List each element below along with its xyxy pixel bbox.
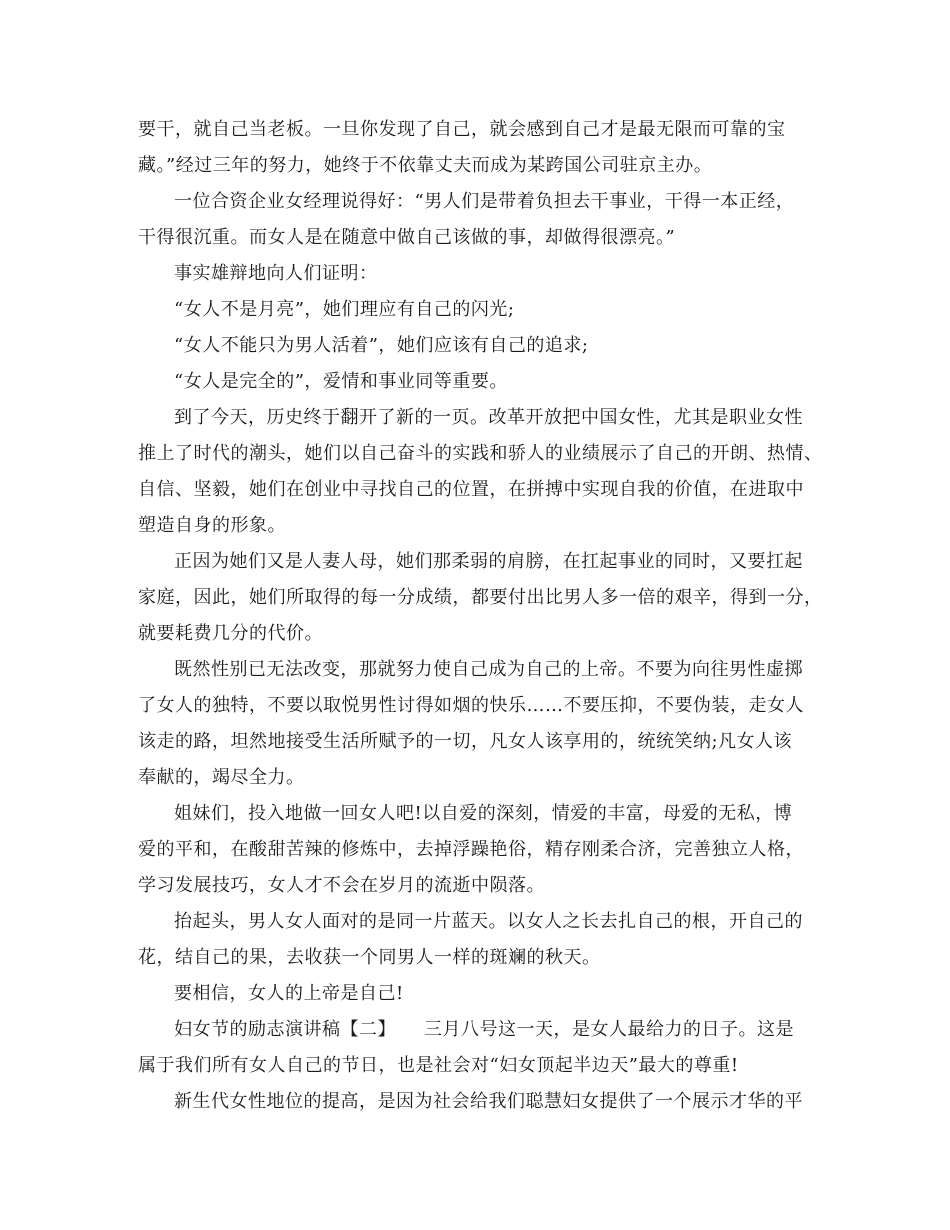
text-line: 藏。”经过三年的努力，她终于不依靠丈夫而成为某跨国公司驻京主办。	[138, 155, 713, 176]
text-line: 奉献的，竭尽全力。	[138, 767, 305, 788]
text-line: 要相信，女人的上帝是自己!	[174, 983, 404, 1004]
text-line: 一位合资企业女经理说得好：“男人们是带着负担去干事业，干得一本正经，	[174, 191, 795, 212]
text-line: 到了今天，历史终于翻开了新的一页。改革开放把中国女性，尤其是职业女性	[174, 407, 803, 428]
text-line: 既然性别已无法改变，那就努力使自己成为自己的上帝。不要为向往男性虚掷	[174, 659, 803, 680]
text-line: 干得很沉重。而女人是在随意中做自己该做的事，却做得很漂亮。”	[138, 227, 676, 248]
text-line: 姐妹们，投入地做一回女人吧!以自爱的深刻，情爱的丰富，母爱的无私，博	[174, 803, 793, 824]
text-line: “女人是完全的”，爱情和事业同等重要。	[174, 371, 508, 392]
text-line: 新生代女性地位的提高，是因为社会给我们聪慧妇女提供了一个展示才华的平	[174, 1091, 803, 1112]
text-line: 了女人的独特，不要以取悦男性讨得如烟的快乐……不要压抑，不要伪装，走女人	[138, 695, 804, 716]
text-line: 花，结自己的果，去收获一个同男人一样的斑斓的秋天。	[138, 947, 601, 968]
text-line: “女人不能只为男人活着”，她们应该有自己的追求;	[174, 335, 589, 356]
text-line: 要干，就自己当老板。一旦你发现了自己，就会感到自己才是最无限而可靠的宝	[138, 119, 786, 140]
text-line: 爱的平和，在酸甜苦辣的修炼中，去掉浮躁艳俗，精存刚柔合济，完善独立人格，	[138, 839, 804, 860]
text-line: 妇女节的励志演讲稿【二】 三月八号这一天，是女人最给力的日子。这是	[174, 1019, 794, 1040]
text-line: 塑造自身的形象。	[138, 515, 286, 536]
text-line: 自信、坚毅，她们在创业中寻找自己的位置，在拼搏中实现自我的价值，在进取中	[138, 479, 804, 500]
text-line: 推上了时代的潮头，她们以自己奋斗的实践和骄人的业绩展示了自己的开朗、热情、	[138, 443, 823, 464]
text-line: 正因为她们又是人妻人母，她们那柔弱的肩膀，在扛起事业的同时，又要扛起	[174, 551, 803, 572]
text-line: 家庭，因此，她们所取得的每一分成绩，都要付出比男人多一倍的艰辛，得到一分，	[138, 587, 823, 608]
text-line: 该走的路，坦然地接受生活所赋予的一切，凡女人该享用的，统统笑纳;凡女人该	[138, 731, 793, 752]
text-line: 事实雄辩地向人们证明：	[174, 263, 378, 284]
text-line: 就要耗费几分的代价。	[138, 623, 323, 644]
text-line: 属于我们所有女人自己的节日，也是社会对“妇女顶起半边天”最大的尊重!	[138, 1055, 739, 1076]
text-line: 抬起头，男人女人面对的是同一片蓝天。以女人之长去扎自己的根，开自己的	[174, 911, 803, 932]
text-line: 学习发展技巧，女人才不会在岁月的流逝中陨落。	[138, 875, 545, 896]
text-line: “女人不是月亮”，她们理应有自己的闪光;	[174, 299, 515, 320]
